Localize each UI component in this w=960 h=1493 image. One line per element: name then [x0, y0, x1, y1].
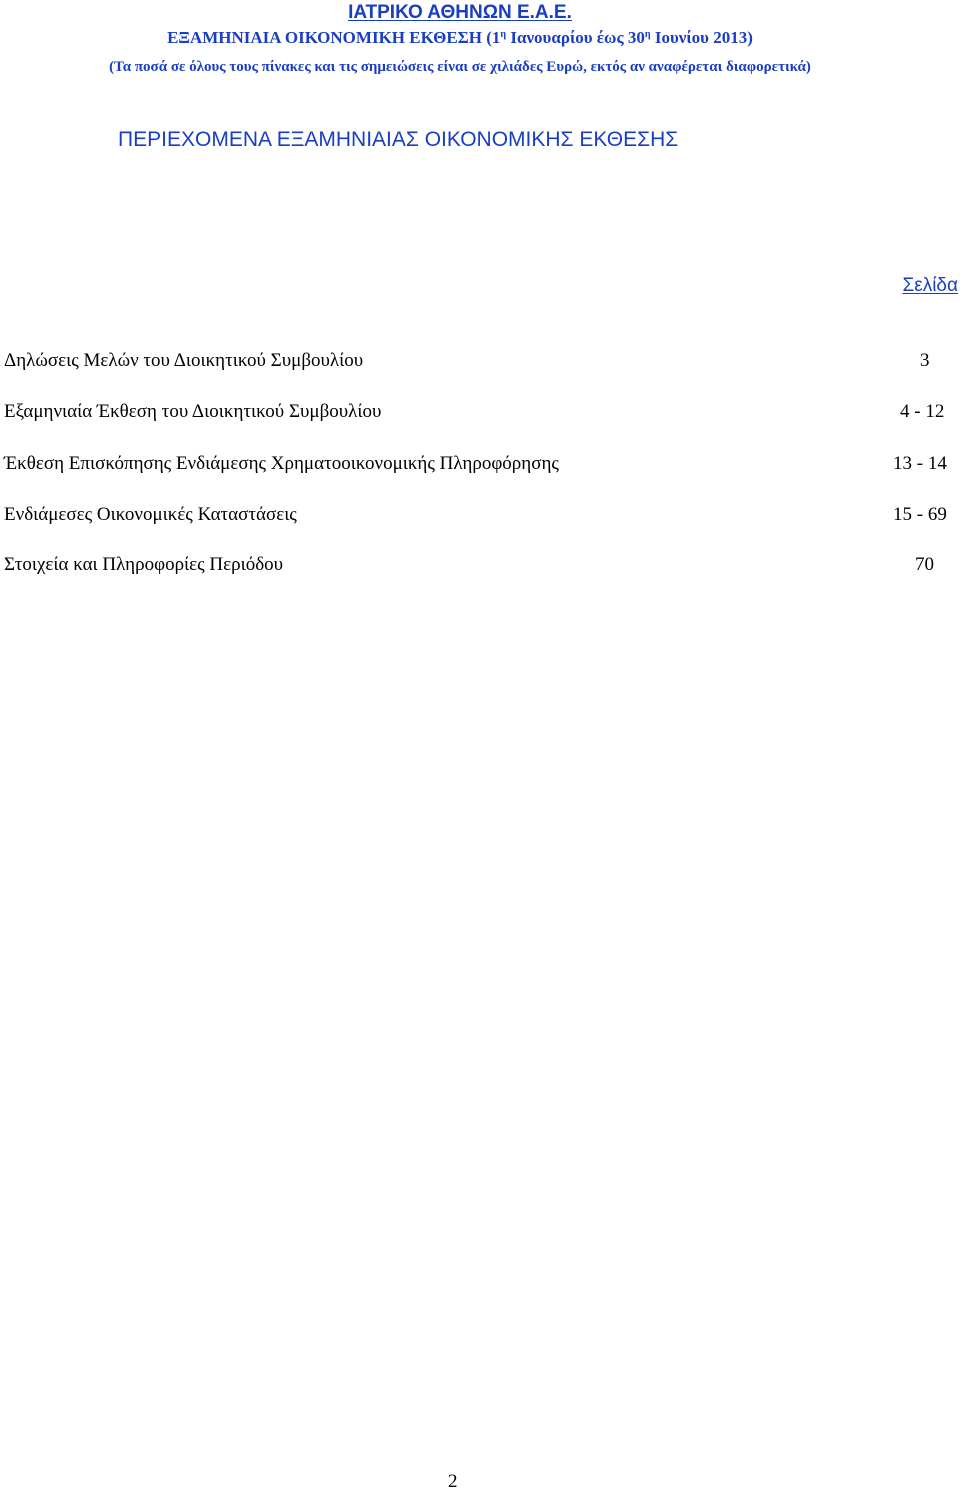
report-title-sup1: η	[500, 29, 507, 40]
toc-page-number: 4 - 12	[900, 401, 945, 422]
toc-row	[0, 399, 960, 427]
toc-page-number: 70	[915, 554, 934, 575]
report-title-part3: Ιουνίου 2013)	[650, 28, 753, 47]
toc-label: Στοιχεία και Πληροφορίες Περιόδου	[4, 554, 284, 575]
report-title-part2: Ιανουαρίου έως 30	[506, 28, 645, 47]
company-name: ΙΑΤΡΙΚΟ ΑΘΗΝΩΝ Ε.Α.Ε.	[348, 2, 572, 23]
toc-page-number: 13 - 14	[893, 453, 947, 474]
toc-row	[0, 451, 960, 479]
amounts-note: (Τα ποσά σε όλους τους πίνακες και τις σημειώσεις είναι σε χιλιάδες Ευρώ, εκτός αν αναφέρεται διαφορετικά)	[109, 59, 811, 75]
report-title-sup2: η	[644, 29, 651, 40]
toc-row	[0, 348, 960, 376]
toc-label: Έκθεση Επισκόπησης Ενδιάμεσης Χρηματοοικονομικής Πληροφόρησης	[4, 453, 559, 474]
report-title-part1: ΕΞΑΜΗΝΙΑΙΑ ΟΙΚΟΝΟΜΙΚΗ ΕΚΘΕΣΗ (1	[167, 28, 501, 47]
toc-label: Εξαμηνιαία Έκθεση του Διοικητικού Συμβουλίου	[4, 401, 382, 422]
toc-label: Δηλώσεις Μελών του Διοικητικού Συμβουλίου	[4, 350, 364, 371]
toc-row	[0, 502, 960, 530]
toc-row	[0, 552, 960, 580]
toc-page-number: 3	[920, 350, 930, 371]
report-title	[0, 27, 920, 49]
toc-label: Ενδιάμεσες Οικονομικές Καταστάσεις	[4, 504, 297, 525]
page-number: 2	[448, 1471, 458, 1492]
page-column-header: Σελίδα	[902, 275, 958, 296]
contents-title: ΠΕΡΙΕΧΟΜΕΝΑ ΕΞΑΜΗΝΙΑΙΑΣ ΟΙΚΟΝΟΜΙΚΗΣ ΕΚΘΕΣΗΣ	[118, 128, 679, 151]
toc-page-number: 15 - 69	[893, 504, 947, 525]
